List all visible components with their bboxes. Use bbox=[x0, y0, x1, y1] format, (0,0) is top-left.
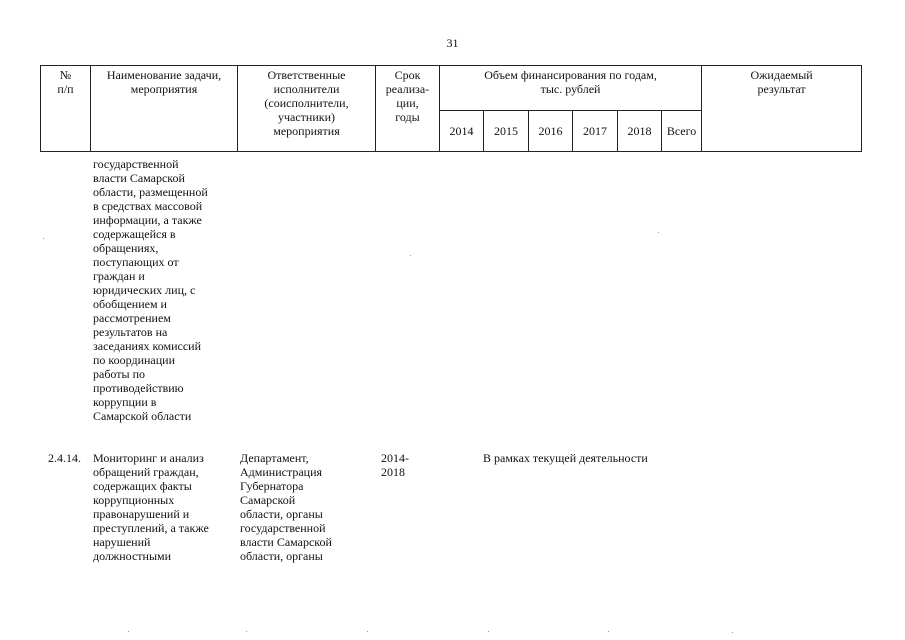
header-num: № п/п bbox=[41, 66, 91, 152]
header-year-2015: 2015 bbox=[484, 111, 529, 152]
scan-speck bbox=[128, 631, 129, 632]
header-responsible: Ответственные исполнители (соисполнители, участники) мероприятия bbox=[238, 66, 376, 152]
header-term: Срок реализа- ции, годы bbox=[376, 66, 440, 152]
header-result: Ожидаемый результат bbox=[702, 66, 862, 152]
scan-speck bbox=[410, 255, 411, 256]
scan-speck bbox=[246, 631, 247, 632]
page-number: 31 bbox=[446, 36, 459, 50]
header-year-2018: 2018 bbox=[618, 111, 662, 152]
header-year-2014: 2014 bbox=[440, 111, 484, 152]
scan-speck bbox=[608, 631, 609, 632]
table-header bbox=[40, 65, 862, 152]
header-total: Всего bbox=[662, 111, 702, 152]
header-task: Наименование задачи, мероприятия bbox=[91, 66, 238, 152]
row-responsible: Департамент, Администрация Губернатора Самарской области, органы государственной власти Самарской области, органы bbox=[240, 451, 332, 563]
row-number: 2.4.14. bbox=[48, 451, 81, 465]
row-funding: В рамках текущей деятельности bbox=[483, 451, 648, 465]
continued-row-task: государственной власти Самарской области, размещенной в средствах массовой информации, а также содержащейся в обращениях, поступающих от граждан и юридических лиц, с обобщением и рассмотрением результатов на заседаниях комиссий по координации работы по противодействию коррупции в Самарской области bbox=[93, 157, 208, 423]
scan-speck bbox=[658, 232, 659, 233]
row-task: Мониторинг и анализ обращений граждан, содержащих факты коррупционных правонарушений и преступлений, а также нарушений должностными bbox=[93, 451, 209, 563]
header-year-2017: 2017 bbox=[573, 111, 618, 152]
header-year-2016: 2016 bbox=[529, 111, 573, 152]
scan-speck bbox=[367, 631, 368, 632]
scan-speck bbox=[488, 631, 489, 632]
scan-speck bbox=[43, 238, 44, 239]
scan-speck bbox=[732, 632, 733, 633]
row-term: 2014- 2018 bbox=[381, 451, 409, 479]
header-funding: Объем финансирования по годам, тыс. рублей bbox=[440, 66, 702, 111]
